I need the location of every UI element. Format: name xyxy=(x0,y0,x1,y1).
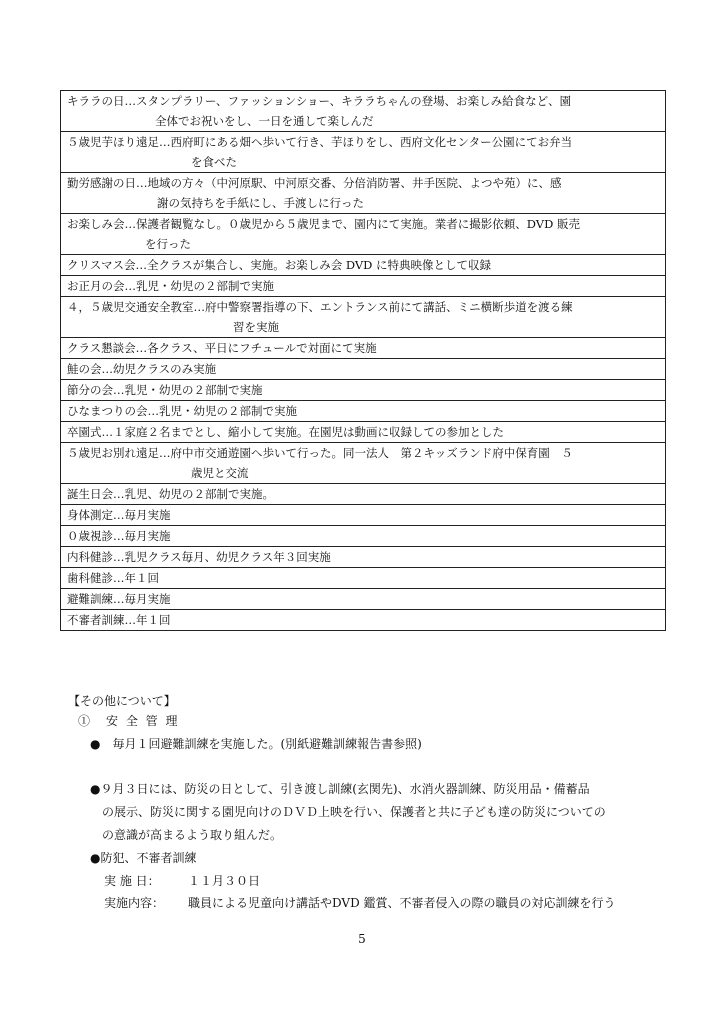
table-row xyxy=(61,338,666,359)
event-text-line: 節分の会…乳児・幼児の２部制で実施 xyxy=(67,383,263,397)
event-text-continuation: 歳児と交流 xyxy=(191,466,249,480)
bullet-disaster-line-2: の展示、防災に関する園児向けのＤＶＤ上映を行い、保護者と共に子ども達の防災についての xyxy=(102,805,606,819)
event-text-continuation: 全体でお祝いをし、一日を通して楽しんだ xyxy=(155,114,374,128)
event-text-line: 身体測定…毎月実施 xyxy=(67,508,171,522)
event-cell xyxy=(61,297,666,338)
bullet-crime-prevention: ●防犯、不審者訓練 xyxy=(90,851,197,865)
event-text-line: お正月の会…乳児・幼児の２部制で実施 xyxy=(67,279,274,293)
table-row xyxy=(61,589,666,610)
event-cell xyxy=(61,276,666,297)
event-cell xyxy=(61,338,666,359)
event-cell xyxy=(61,589,666,610)
event-text-line: ０歳視診…毎月実施 xyxy=(67,529,171,543)
event-text-line: 内科健診…乳児クラス毎月、幼児クラス年３回実施 xyxy=(67,550,331,564)
event-cell xyxy=(61,401,666,422)
table-row xyxy=(61,297,666,338)
event-text-line: ５歳児芋ほり遠足…西府町にある畑へ歩いて行き、芋ほりをし、西府文化センター公園にてお弁当 xyxy=(67,135,573,149)
event-cell xyxy=(61,173,666,214)
bullet-evacuation: ● 毎月１回避難訓練を実施した。(別紙避難訓練報告書参照) xyxy=(90,737,422,751)
event-text-line: 避難訓練…毎月実施 xyxy=(67,592,171,606)
table-row xyxy=(61,255,666,276)
event-text-line: キララの日…スタンプラリー、ファッションショー、キララちゃんの登場、お楽しみ給食など、園 xyxy=(67,94,572,108)
event-text-continuation: を行った xyxy=(145,237,191,251)
content-value: 職員による児童向け講話やDVD 鑑賞、不審者侵入の際の職員の対応訓練を行う xyxy=(188,896,616,910)
table-row xyxy=(61,91,666,132)
event-cell xyxy=(61,422,666,443)
table-row xyxy=(61,547,666,568)
table-row xyxy=(61,401,666,422)
table-row xyxy=(61,505,666,526)
section-heading: 【その他について】 xyxy=(68,694,176,708)
content-label: 実施内容： xyxy=(104,896,165,910)
event-cell xyxy=(61,443,666,484)
event-cell xyxy=(61,505,666,526)
event-cell xyxy=(61,132,666,173)
event-cell xyxy=(61,610,666,631)
bullet-disaster-line-1: ●９月３日には、防災の日として、引き渡し訓練(玄関先)、水消火器訓練、防災用品・備蓄品 xyxy=(90,782,590,796)
date-label: 実 施 日： xyxy=(104,874,160,888)
event-cell xyxy=(61,526,666,547)
event-text-line: 歯科健診…年１回 xyxy=(67,571,159,585)
event-cell xyxy=(61,484,666,505)
event-text-line: 不審者訓練…年１回 xyxy=(67,613,171,627)
event-text-line: ひなまつりの会…乳児・幼児の２部制で実施 xyxy=(67,404,297,418)
event-text-line: 勤労感謝の日…地域の方々（中河原駅、中河原交番、分倍消防署、井手医院、よつや苑）に、感 xyxy=(67,176,562,190)
event-cell xyxy=(61,214,666,255)
event-cell xyxy=(61,255,666,276)
event-text-continuation: 習を実施 xyxy=(233,320,279,334)
event-cell xyxy=(61,547,666,568)
event-cell xyxy=(61,568,666,589)
event-text-line: ４，５歳児交通安全教室…府中警察署指導の下、エントランス前にて講話、ミニ横断歩道を渡る練 xyxy=(67,300,573,314)
table-row xyxy=(61,568,666,589)
bullet-disaster-line-3: の意識が高まるよう取り組んだ。 xyxy=(102,828,283,842)
table-row xyxy=(61,610,666,631)
event-cell xyxy=(61,380,666,401)
event-cell xyxy=(61,91,666,132)
table-row xyxy=(61,526,666,547)
event-text-line: ５歳児お別れ遠足…府中市交通遊園へ歩いて行った。同一法人 第２キッズランド府中保育園 ５ xyxy=(67,446,573,460)
table-row xyxy=(61,214,666,255)
table-row xyxy=(61,132,666,173)
page-number: 5 xyxy=(358,932,366,946)
event-text-line: 卒園式…１家庭２名までとし、縮小して実施。在園児は動画に収録しての参加とした xyxy=(67,425,504,439)
table-row xyxy=(61,443,666,484)
event-text-line: 誕生日会…乳児、幼児の２部制で実施。 xyxy=(67,487,274,501)
event-text-line: 鮭の会…幼児クラスのみ実施 xyxy=(67,362,217,376)
event-text-line: クリスマス会…全クラスが集合し、実施。お楽しみ会 DVD に特典映像として収録 xyxy=(67,258,492,272)
table-row xyxy=(61,484,666,505)
date-value: １１月３０日 xyxy=(188,874,261,888)
events-table xyxy=(60,90,666,631)
event-text-line: お楽しみ会…保護者観覧なし。０歳児から５歳児まで、園内にて実施。業者に撮影依頼、DVD 販売 xyxy=(67,217,580,231)
table-row xyxy=(61,380,666,401)
table-row xyxy=(61,276,666,297)
table-row xyxy=(61,359,666,380)
event-text-continuation: を食べた xyxy=(191,155,237,169)
subsection-heading: ① 安 全 管 理 xyxy=(78,714,180,728)
event-text-line: クラス懇談会…各クラス、平日にフチュールで対面にて実施 xyxy=(67,341,377,355)
table-row xyxy=(61,173,666,214)
event-cell xyxy=(61,359,666,380)
table-row xyxy=(61,422,666,443)
event-text-continuation: 謝の気持ちを手紙にし、手渡しに行った xyxy=(157,196,364,210)
